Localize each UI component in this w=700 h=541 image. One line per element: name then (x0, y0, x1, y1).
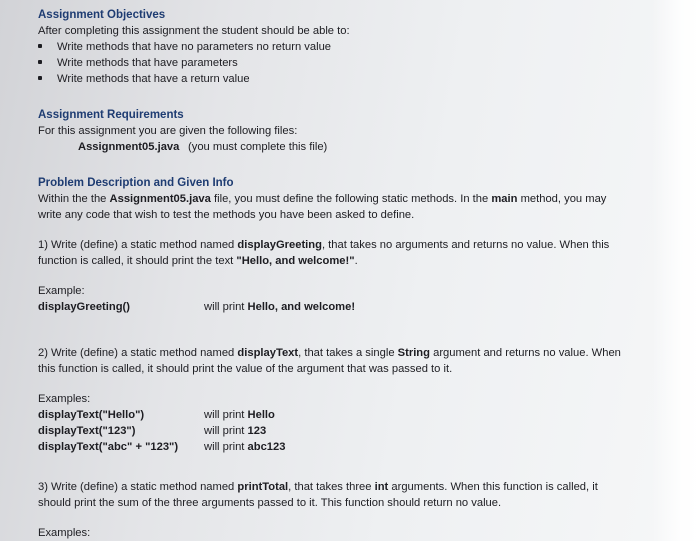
objectives-intro: After completing this assignment the student should be able to: (38, 25, 350, 37)
example-call: displayText("123") (38, 425, 136, 437)
item3-examples-label: Examples: (38, 527, 91, 539)
bullet-icon (38, 60, 42, 64)
page-edge-highlight (652, 0, 700, 541)
item3-line-1: 3) Write (define) a static method named printTotal, that takes three int arguments. When this function is called, it (38, 481, 598, 493)
given-file-line (38, 139, 658, 155)
item1-example-row (38, 299, 658, 315)
item1-line-2: function is called, it should print the text "Hello, and welcome!". (38, 255, 358, 267)
example-result: will print 123 (204, 425, 267, 437)
example-result: will print Hello, and welcome! (204, 301, 356, 313)
item2-example-row (38, 407, 658, 423)
objectives-heading: Assignment Objectives (38, 9, 166, 21)
problem-text-line-2: write any code that wish to test the methods you have been asked to define. (38, 209, 415, 221)
item2-example-row (38, 439, 658, 455)
item2-example-row (38, 423, 658, 439)
example-result: will print Hello (204, 409, 275, 421)
item2-line-2: this function is called, it should print the value of the argument that was passed to it. (38, 363, 453, 375)
bullet-icon (38, 76, 42, 80)
requirements-intro: For this assignment you are given the following files: (38, 125, 298, 137)
item2-examples-label: Examples: (38, 393, 91, 405)
bullet-icon (38, 44, 42, 48)
item1-line-1: 1) Write (define) a static method named displayGreeting, that takes no arguments and returns no value. When this (38, 239, 610, 251)
objective-item: Write methods that have a return value (38, 71, 658, 87)
objectives-list (38, 39, 658, 87)
assignment-document (38, 7, 658, 541)
given-file-name: Assignment05.java (78, 141, 180, 153)
example-result: will print abc123 (204, 441, 286, 453)
item2-line-1: 2) Write (define) a static method named displayText, that takes a single String argument and returns no value. When (38, 347, 621, 359)
example-call: displayText("abc" + "123") (38, 441, 179, 453)
problem-text-line-1: Within the the Assignment05.java file, you must define the following static methods. In the main method, you may (38, 193, 607, 205)
objective-item: Write methods that have no parameters no return value (38, 39, 658, 55)
given-file-note: (you must complete this file) (188, 141, 328, 153)
problem-heading: Problem Description and Given Info (38, 177, 234, 189)
example-call: displayText("Hello") (38, 409, 145, 421)
example-call: displayGreeting() (38, 301, 131, 313)
item3-line-2: should print the sum of the three arguments passed to it. This function should return no value. (38, 497, 502, 509)
requirements-heading: Assignment Requirements (38, 109, 184, 121)
objective-item: Write methods that have parameters (38, 55, 658, 71)
item1-example-label: Example: (38, 285, 85, 297)
